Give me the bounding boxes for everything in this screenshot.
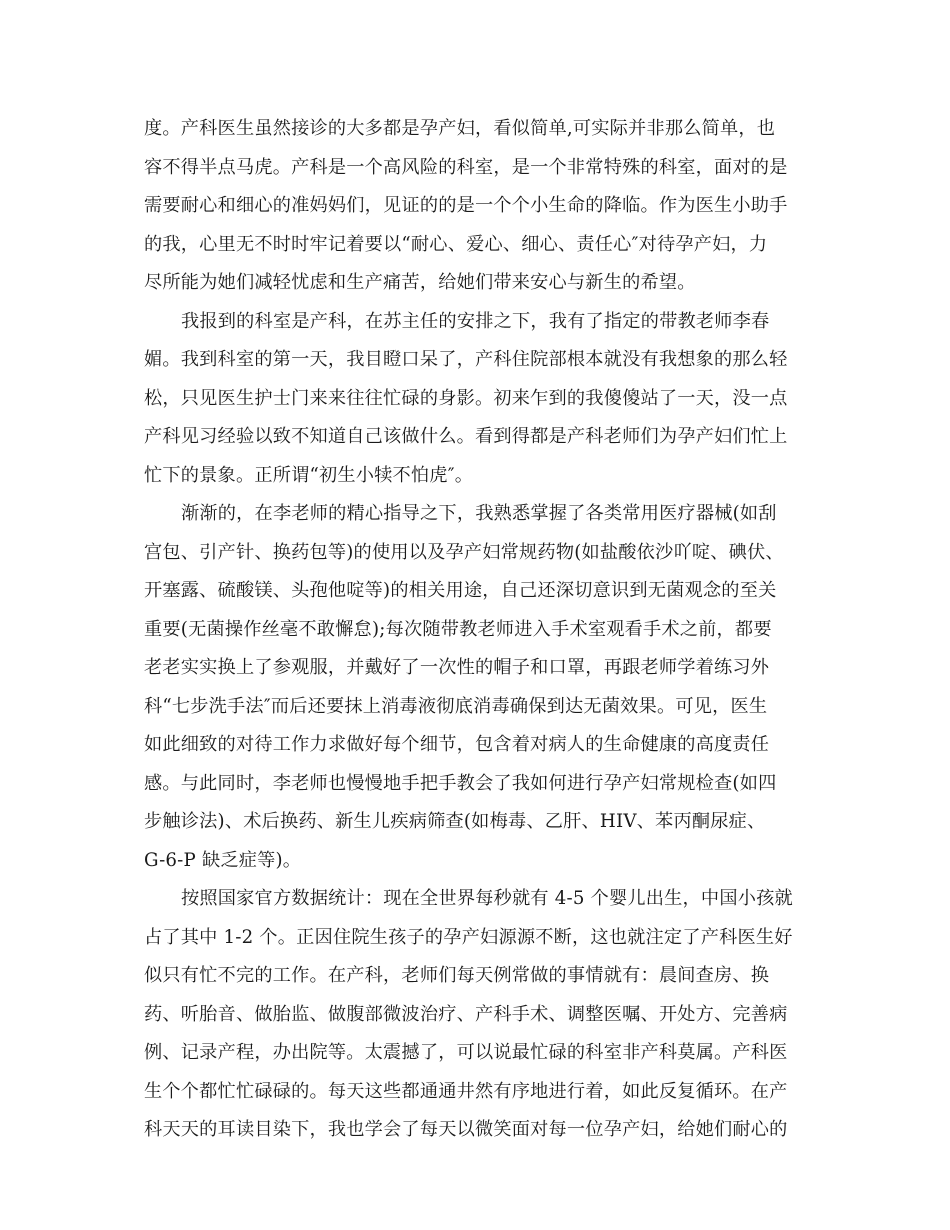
text-line: 占了其中 1-2 个。正因住院生孩子的孕产妇源源不断，这也就注定了产科医生好 — [144, 926, 793, 948]
text-line: 例、记录产程，办出院等。太震撼了，可以说最忙碌的科室非产科莫属。产科医 — [144, 1042, 788, 1063]
text-line: 的我，心里无不时时牢记着要以“耐心、爱心、细心、责任心″对待孕产妇，力 — [144, 233, 768, 255]
text-line: 感。与此同时，李老师也慢慢地手把手教会了我如何进行孕产妇常规检查(如四 — [144, 772, 777, 794]
text-line: 重要(无菌操作丝毫不敢懈怠);每次随带教老师进入手术室观看手术之前，都要 — [144, 618, 772, 640]
text-line: 忙下的景象。正所谓“初生小犊不怕虎″。 — [144, 464, 474, 486]
text-line: G-6-P 缺乏症等)。 — [144, 849, 302, 871]
text-line: 渐渐的，在李老师的精心指导之下，我熟悉掌握了各类常用医疗器械(如刮 — [181, 503, 777, 524]
text-line: 产科见习经验以致不知道自己该做什么。看到得都是产科老师们为孕产妇们忙上 — [144, 426, 788, 447]
text-line: 需要耐心和细心的准妈妈们，见证的的是一个个小生命的降临。作为医生小助手 — [144, 195, 788, 216]
text-line: 宫包、引产针、换药包等)的使用以及孕产妇常规药物(如盐酸依沙吖啶、碘伏、 — [144, 541, 784, 563]
text-line: 开塞露、硫酸镁、头孢他啶等)的相关用途，自己还深切意识到无菌观念的至关 — [144, 580, 777, 601]
text-line: 媚。我到科室的第一天，我目瞪口呆了，产科住院部根本就没有我想象的那么轻 — [144, 349, 788, 370]
text-line: 松，只见医生护士门来来往往忙碌的身影。初来乍到的我傻傻站了一天，没一点 — [144, 387, 788, 409]
text-line: 步触诊法)、术后换药、新生儿疾病筛查(如梅毒、乙肝、HIV、苯丙酮尿症、 — [144, 811, 766, 832]
text-line: 科“七步洗手法″而后还要抹上消毒液彻底消毒确保到达无菌效果。可见，医生 — [144, 695, 768, 717]
text-line: 科天天的耳读目染下，我也学会了每天以微笑面对每一位孕产妇，给她们耐心的 — [144, 1119, 788, 1140]
text-line: 生个个都忙忙碌碌的。每天这些都通通井然有序地进行着，如此反复循环。在产 — [144, 1080, 788, 1102]
paragraph-2 — [144, 303, 796, 496]
text-line: 老老实实换上了参观服，并戴好了一次性的帽子和口罩，再跟老师学着练习外 — [144, 657, 770, 678]
text-line: 我报到的科室是产科，在苏主任的安排之下，我有了指定的带教老师李春 — [181, 310, 770, 332]
text-line: 按照国家官方数据统计：现在全世界每秒就有 4-5 个婴儿出生，中国小孩就 — [181, 888, 793, 909]
text-line: 度。产科医生虽然接诊的大多都是孕产妇，看似简单,可实际并非那么简单，也 — [144, 118, 776, 139]
text-line: 似只有忙不完的工作。在产科，老师们每天例常做的事情就有：晨间查房、换 — [144, 965, 770, 986]
paragraph-1 — [144, 110, 796, 303]
paragraph-3 — [144, 495, 796, 880]
text-line: 容不得半点马虎。产科是一个高风险的科室，是一个非常特殊的科室，面对的是 — [144, 156, 788, 178]
text-line: 尽所能为她们减轻忧虑和生产痛苦，给她们带来安心与新生的希望。 — [144, 272, 696, 293]
paragraph-4 — [144, 880, 796, 1150]
text-line: 药、听胎音、做胎监、做腹部微波治疗、产科手术、调整医嘱、开处方、完善病 — [144, 1003, 788, 1025]
text-line: 如此细致的对待工作力求做好每个细节，包含着对病人的生命健康的高度责任 — [144, 734, 770, 755]
body-text — [144, 110, 796, 1150]
